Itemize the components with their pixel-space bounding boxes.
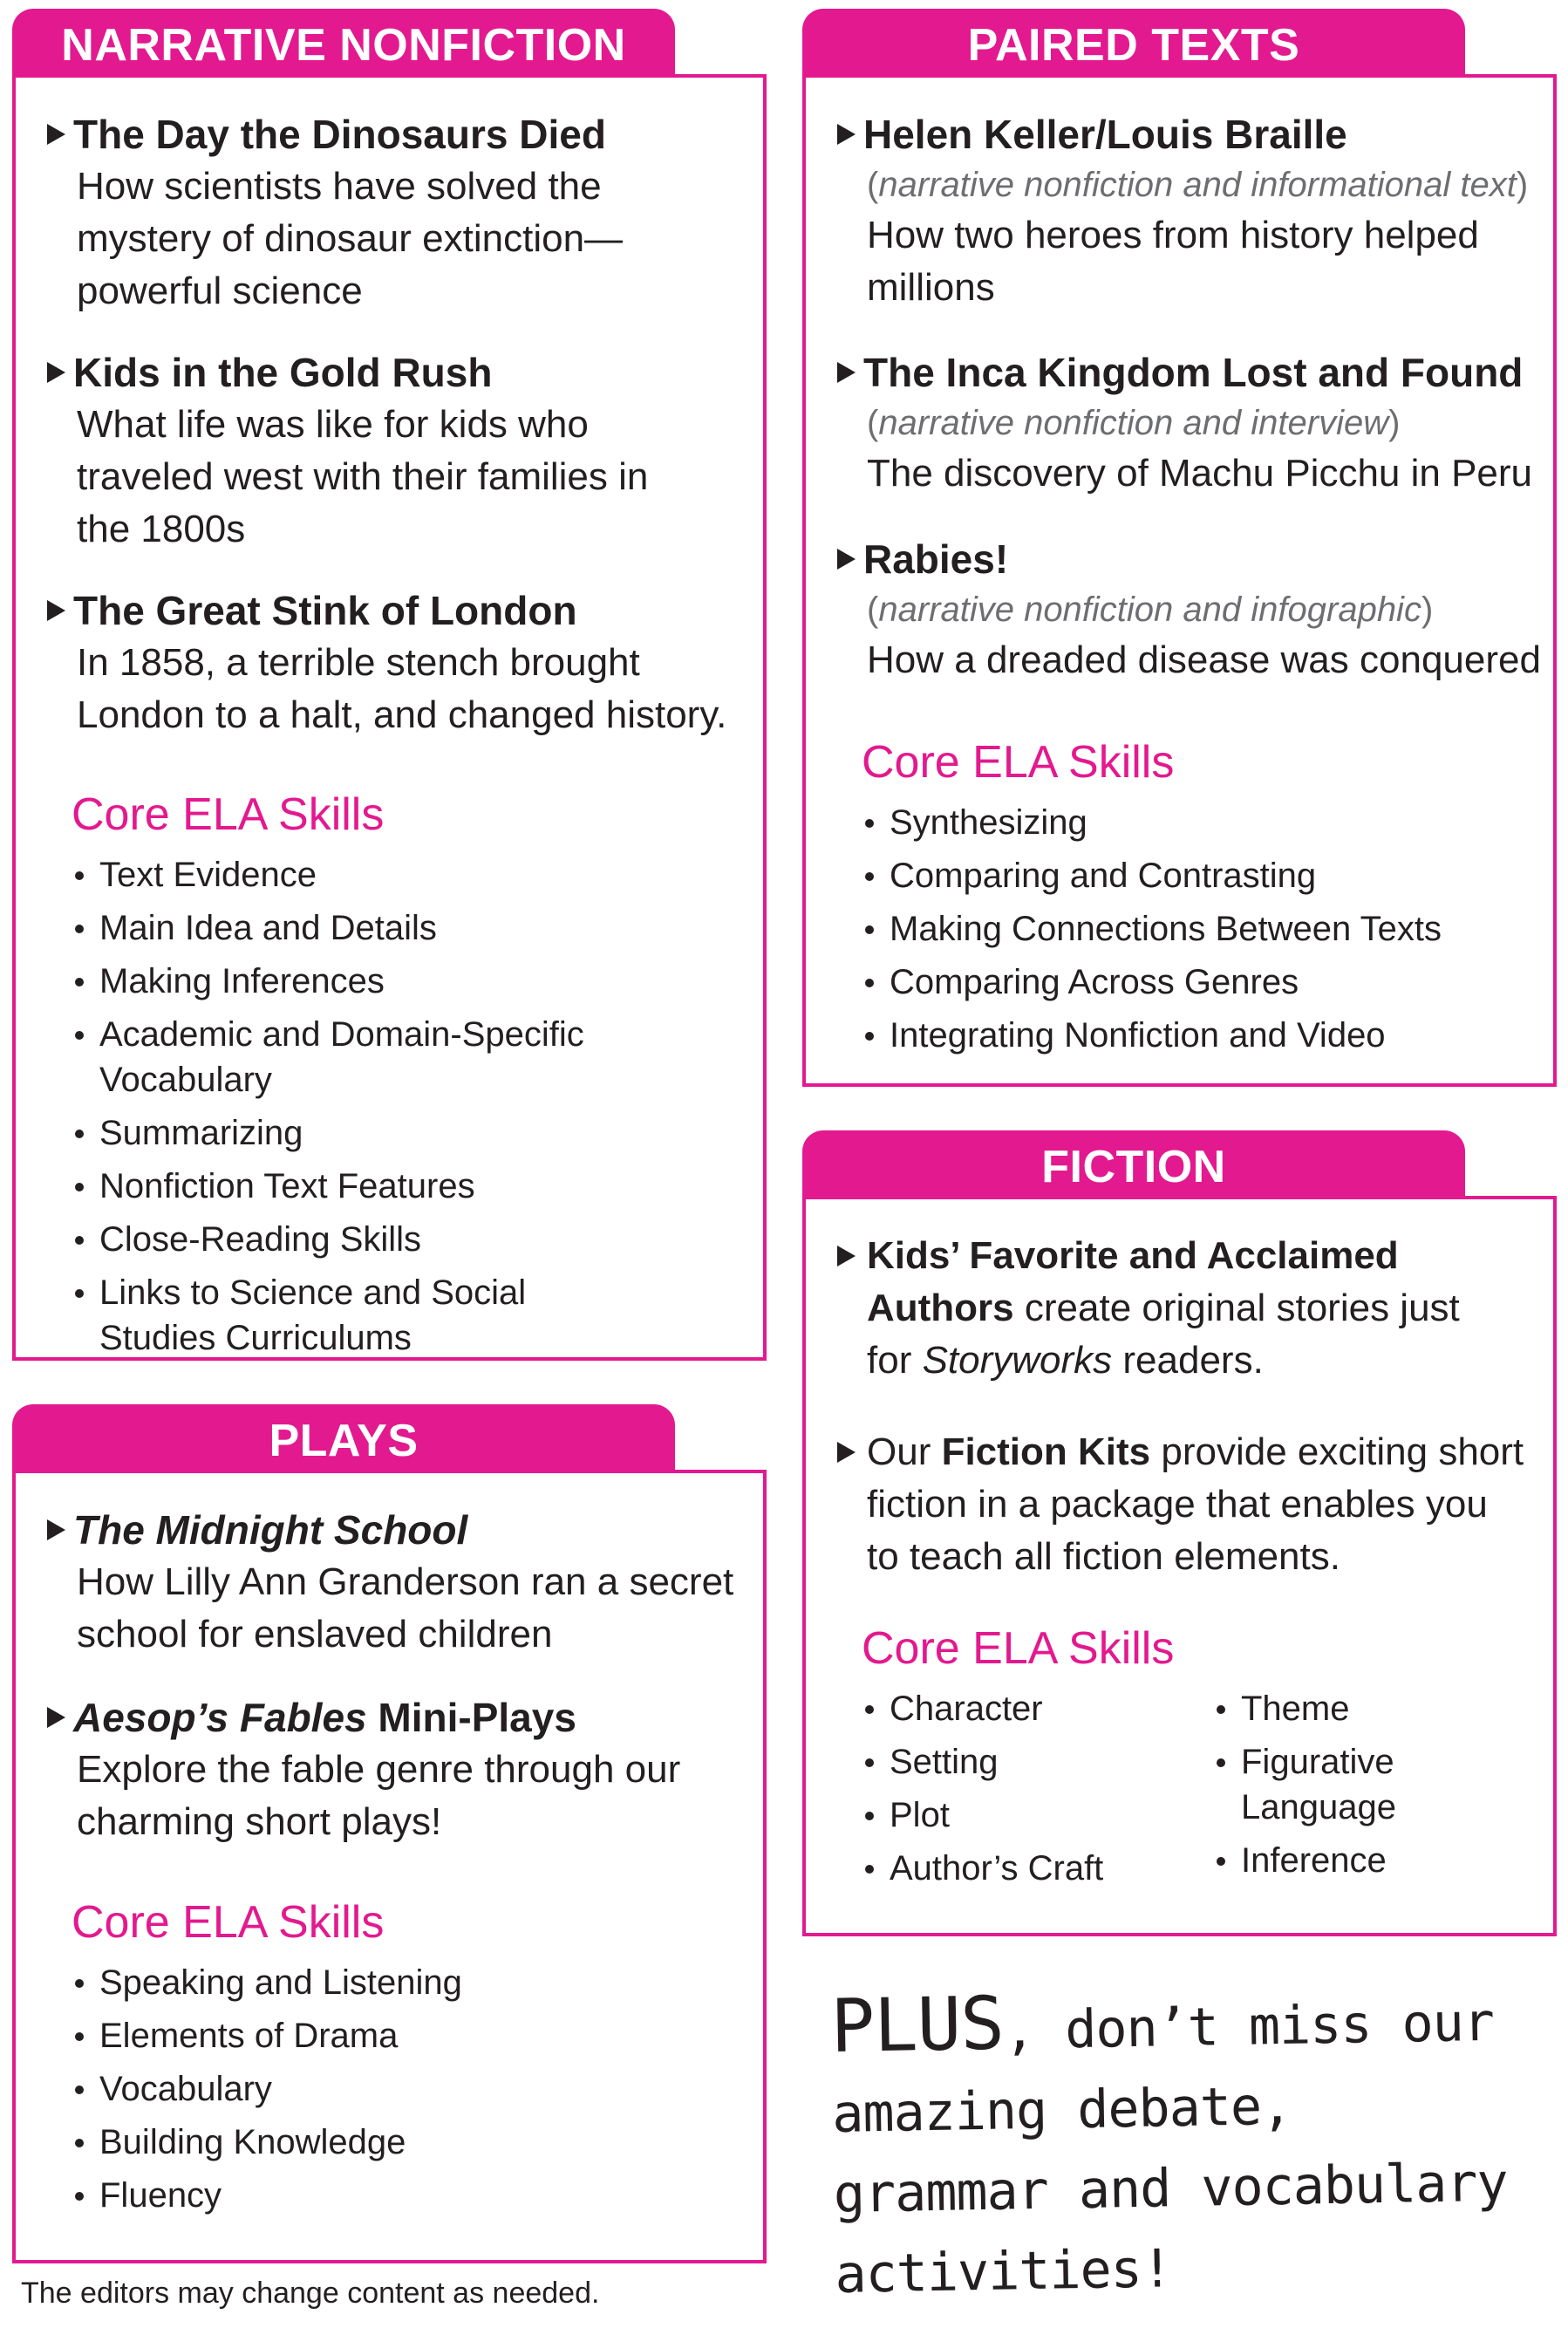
bullet-dot-icon (75, 2139, 84, 2147)
skill-item: Synthesizing (862, 800, 1542, 845)
bullet-dot-icon (1217, 1705, 1225, 1714)
triangle-right-icon (47, 124, 65, 145)
skill-item: Elements of Drama (72, 2013, 752, 2058)
skill-item: Author’s Craft (862, 1846, 1193, 1891)
fiction-item (806, 1426, 1553, 1583)
story-item (806, 346, 1553, 500)
triangle-right-icon (47, 1519, 65, 1540)
skill-item: Character (862, 1686, 1193, 1731)
bullet-dot-icon (75, 1183, 84, 1191)
story-genre: (narrative nonfiction and interview) (867, 404, 1401, 442)
bullet-dot-icon (865, 1032, 874, 1041)
skill-item: Making Connections Between Texts (862, 906, 1542, 952)
bullet-dot-icon (865, 1812, 874, 1820)
plus-note: PLUS, don’t miss our amazing debate, grammar and vocabulary activities! (829, 1980, 1509, 2305)
fiction-section (802, 1130, 1557, 1936)
skill-list-left (862, 1686, 1193, 1899)
bullet-dot-icon (865, 925, 874, 934)
story-item (806, 533, 1553, 686)
story-title: The Great Stink of London (16, 584, 763, 637)
bullet-dot-icon (75, 1130, 84, 1138)
triangle-right-icon (837, 362, 856, 383)
bullet-dot-icon (1217, 1758, 1225, 1767)
story-genre: (narrative nonfiction and infographic) (867, 591, 1434, 629)
skill-item: Summarizing (72, 1110, 752, 1156)
story-title: The Midnight School (16, 1504, 763, 1556)
skill-item: Nonfiction Text Features (72, 1164, 752, 1209)
skill-item: Comparing and Contrasting (862, 853, 1542, 898)
paired-texts-section (802, 9, 1557, 1087)
bullet-dot-icon (865, 979, 874, 987)
skill-item: Integrating Nonfiction and Video (862, 1013, 1542, 1058)
story-item (16, 346, 763, 556)
triangle-right-icon (47, 362, 65, 383)
plays-box (12, 1470, 767, 2263)
skill-item: Setting (862, 1739, 1193, 1785)
fiction-text: Kids’ Favorite and Acclaimed Authors create original stories just for Storyworks readers. (806, 1230, 1512, 1387)
triangle-right-icon (837, 124, 856, 145)
bullet-dot-icon (75, 871, 84, 880)
triangle-right-icon (837, 549, 856, 570)
skill-item: Theme (1213, 1686, 1501, 1731)
paired-texts-box (802, 74, 1557, 1087)
story-title: Aesop’s Fables Mini-Plays (16, 1691, 763, 1744)
fiction-box (802, 1196, 1557, 1936)
bullet-dot-icon (75, 2086, 84, 2094)
narrative-nonfiction-tab: NARRATIVE NONFICTION (12, 9, 675, 78)
plays-section (12, 1404, 767, 2263)
plays-tab: PLAYS (12, 1404, 675, 1473)
skill-item: Vocabulary (72, 2066, 752, 2112)
story-description: How a dreaded disease was conquered (867, 638, 1541, 681)
triangle-right-icon (837, 1246, 856, 1266)
skill-item: Inference (1213, 1838, 1501, 1883)
skill-item: Building Knowledge (72, 2120, 752, 2165)
bullet-dot-icon (75, 978, 84, 986)
bullet-dot-icon (1217, 1857, 1225, 1866)
skill-item: Links to Science and Social Studies Curriculums (72, 1270, 640, 1361)
skill-item: Speaking and Listening (72, 1960, 752, 2005)
triangle-right-icon (47, 1707, 65, 1728)
narrative-nonfiction-section (12, 9, 767, 1361)
story-title: The Day the Dinosaurs Died (16, 108, 763, 160)
story-item (16, 1504, 763, 1661)
skill-item: Text Evidence (72, 852, 752, 898)
story-title: Rabies! (806, 533, 1553, 585)
skills-heading: Core ELA Skills (72, 789, 385, 840)
story-item (16, 584, 763, 741)
bullet-dot-icon (75, 925, 84, 933)
bullet-dot-icon (75, 1236, 84, 1245)
bullet-dot-icon (75, 2192, 84, 2201)
story-title: Helen Keller/Louis Braille (806, 108, 1553, 160)
story-item (16, 108, 763, 317)
story-title: The Inca Kingdom Lost and Found (806, 346, 1553, 399)
skill-item: Main Idea and Details (72, 905, 752, 951)
story-description: What life was like for kids who traveled west with their families in the 1800s (77, 403, 649, 550)
footer-note: The editors may change content as needed. (21, 2277, 600, 2310)
skill-item: Figurative Language (1213, 1739, 1450, 1830)
skill-item: Fluency (72, 2173, 752, 2218)
bullet-dot-icon (865, 872, 874, 881)
skill-item: Plot (862, 1792, 1193, 1838)
triangle-right-icon (837, 1442, 856, 1463)
skill-list-right (1213, 1686, 1501, 1891)
bullet-dot-icon (865, 1758, 874, 1767)
story-title: Kids in the Gold Rush (16, 346, 763, 399)
skill-list (72, 1960, 752, 2226)
story-item (16, 1691, 763, 1848)
bullet-dot-icon (865, 1705, 874, 1714)
bullet-dot-icon (75, 1289, 84, 1298)
story-description: How Lilly Ann Granderson ran a secret school for enslaved children (77, 1560, 734, 1656)
skill-list (72, 852, 752, 1369)
bullet-dot-icon (865, 819, 874, 828)
story-description: How scientists have solved the mystery of dinosaur extinction—powerful science (77, 165, 624, 312)
story-description: How two heroes from history helped millions (867, 214, 1479, 309)
skills-heading: Core ELA Skills (862, 737, 1175, 788)
fiction-tab: FICTION (802, 1130, 1465, 1199)
paired-texts-tab: PAIRED TEXTS (802, 9, 1465, 78)
skill-item: Close-Reading Skills (72, 1217, 752, 1262)
story-description: Explore the fable genre through our charming short plays! (77, 1748, 681, 1843)
bullet-dot-icon (865, 1865, 874, 1874)
story-description: The discovery of Machu Picchu in Peru (867, 452, 1533, 495)
story-genre: (narrative nonfiction and informational text) (867, 166, 1529, 204)
skill-item: Making Inferences (72, 959, 752, 1004)
story-description: In 1858, a terrible stench brought London to a halt, and changed history. (77, 641, 727, 736)
fiction-item (806, 1230, 1553, 1387)
story-item (806, 108, 1553, 314)
skills-heading: Core ELA Skills (72, 1897, 385, 1948)
skills-heading: Core ELA Skills (862, 1623, 1175, 1674)
fiction-text: Our Fiction Kits provide exciting short fiction in a package that enables you to teach all fiction elements. (806, 1426, 1530, 1583)
bullet-dot-icon (75, 1979, 84, 1988)
narrative-nonfiction-box (12, 74, 767, 1361)
skill-item: Academic and Domain-Specific Vocabulary (72, 1012, 752, 1103)
bullet-dot-icon (75, 2032, 84, 2041)
skill-item: Comparing Across Genres (862, 959, 1542, 1005)
bullet-dot-icon (75, 1031, 84, 1040)
skill-list (862, 800, 1542, 1066)
triangle-right-icon (47, 600, 65, 621)
